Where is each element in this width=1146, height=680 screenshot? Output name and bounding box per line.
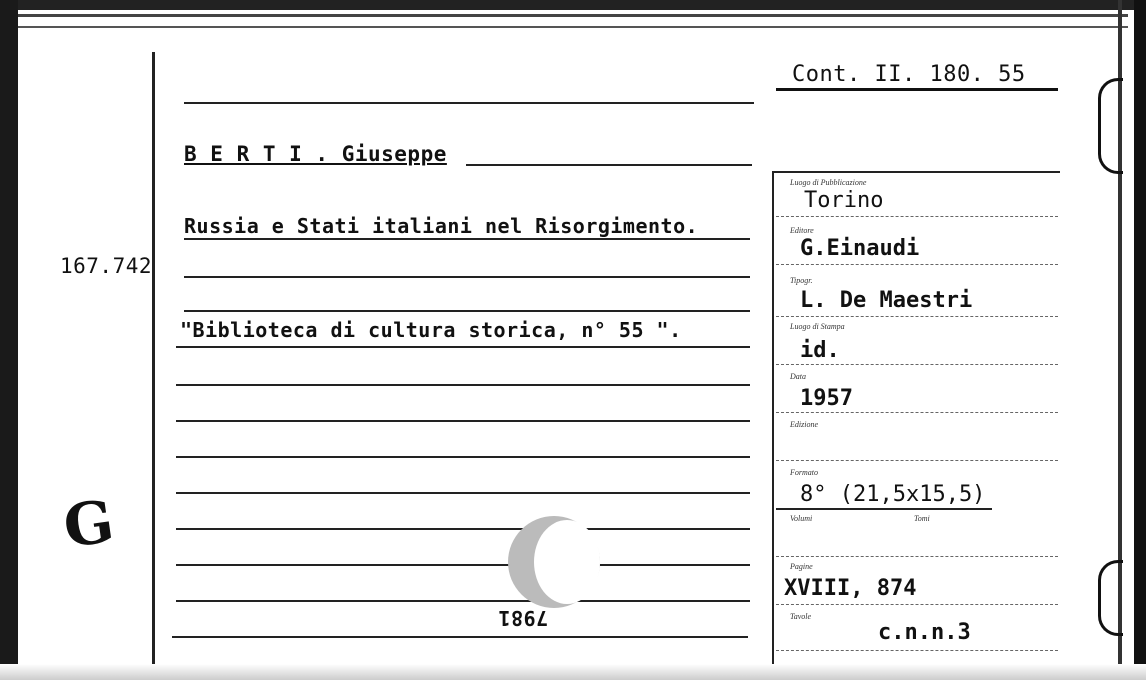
line-3 [184,276,750,278]
tomes-label: Tomi [914,514,930,523]
classification-number: 167.742 [60,254,153,278]
line-4 [184,310,750,312]
plates-rule [776,650,1058,651]
card-left-edge [0,0,18,680]
right-clip-bottom [1098,560,1123,636]
line-11 [176,564,750,566]
book-title: Russia e Stati italiani nel Risorgimento. [184,214,699,238]
author-line [184,142,447,166]
line-7 [176,420,750,422]
line-12 [176,600,750,602]
stamp-number: 7981 [498,606,549,630]
data-box-border [772,172,774,680]
format-value: 8° (21,5x15,5) [800,482,986,507]
line-8 [176,456,750,458]
format-label: Formato [790,468,818,477]
data-box-top [772,171,1060,173]
pages-rule [776,604,1058,605]
title-rule [184,238,750,240]
place-value: Torino [804,188,884,213]
pages-value: XVIII, 874 [784,576,917,601]
line-10 [176,528,750,530]
place-rule [776,216,1058,217]
date-value: 1957 [800,386,853,411]
printer-value: L. De Maestri [800,288,973,313]
section-letter: G [59,486,119,562]
line-5 [176,346,750,348]
format-underline [776,508,992,510]
pages-label: Pagine [790,562,813,571]
publisher-value: G.Einaudi [800,236,920,261]
series-title: "Biblioteca di cultura storica, n° 55 ". [180,318,682,342]
author-name: B E R T I . Giuseppe [184,142,447,166]
card-bottom-edge [0,664,1146,680]
collocation-underline [776,88,1058,91]
edition-label: Edizione [790,420,818,429]
card-top-rule [18,14,1128,17]
date-rule [776,412,1058,413]
date-label: Data [790,372,806,381]
line-9 [176,492,750,494]
volumes-rule [776,556,1058,557]
publisher-rule [776,264,1058,265]
publisher-label: Editore [790,226,814,235]
margin-rule [152,52,155,680]
line-1 [184,102,754,104]
plates-value: c.n.n.3 [878,620,971,645]
right-clip-top [1098,78,1123,174]
card-top-edge [0,0,1146,10]
edition-rule [776,460,1058,461]
card-right-edge [1134,0,1146,680]
print-place-value: id. [800,338,840,363]
library-stamp-inner [534,520,600,604]
volumes-label: Volumi [790,514,813,523]
collocation-number: Cont. II. 180. 55 [792,62,1026,87]
card-top-rule-2 [18,26,1128,28]
printer-label: Tipogr. [790,276,813,285]
print-place-label: Luogo di Stampa [790,322,845,331]
line-6 [176,384,750,386]
print-place-rule [776,364,1058,365]
line-13 [172,636,748,638]
printer-rule [776,316,1058,317]
plates-label: Tavole [790,612,812,621]
author-rule [466,164,752,166]
place-label: Luogo di Pubblicazione [790,178,867,187]
